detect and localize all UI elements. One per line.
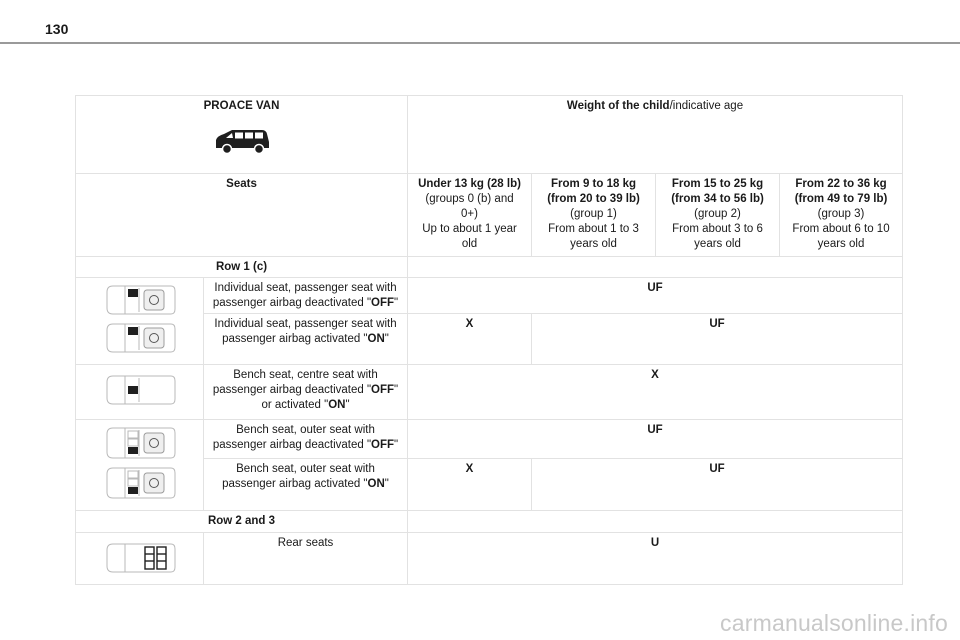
car-top-view-icon: [103, 424, 177, 504]
suitability-value: X: [408, 459, 532, 511]
van-side-icon: [212, 128, 272, 156]
weight-header-cell: [408, 96, 903, 174]
watermark: carmanualsonline.info: [720, 610, 948, 636]
page-number: 130: [45, 21, 69, 37]
seats-label: Seats: [76, 174, 408, 257]
table-row: Bench seat, outer seat with passenger airbag deactivated "OFF" UF: [76, 420, 903, 459]
suitability-value: UF: [532, 459, 903, 511]
table-row: Rear seats U: [76, 533, 903, 585]
row1-label: Row 1 (c): [76, 257, 408, 278]
suitability-value: U: [408, 533, 903, 585]
suitability-value: X: [408, 314, 532, 365]
suitability-value: X: [408, 365, 903, 420]
table-header-row: [76, 96, 903, 174]
table-row: Individual seat, passenger seat with passenger airbag deactivated "OFF" UF: [76, 278, 903, 314]
vehicle-label: PROACE VAN: [203, 100, 280, 112]
row1-header: [76, 257, 903, 278]
suitability-value: UF: [532, 314, 903, 365]
group-cell: From 15 to 25 kg (from 34 to 56 lb) (group 2) From about 3 to 6 years old: [656, 174, 780, 257]
table-row: Bench seat, outer seat with passenger airbag activated "ON" X UF: [76, 459, 903, 511]
group-cell: From 9 to 18 kg (from 20 to 39 lb) (group 1) From about 1 to 3 years old: [532, 174, 656, 257]
car-top-view-icon: [103, 374, 177, 408]
car-top-view-icon: [103, 542, 177, 576]
header-rule: [0, 42, 960, 44]
group-cell: From 22 to 36 kg (from 49 to 79 lb) (group 3) From about 6 to 10 years old: [780, 174, 903, 257]
suitability-value: UF: [408, 278, 903, 314]
child-seat-table: [75, 95, 903, 585]
suitability-value: UF: [408, 420, 903, 459]
car-top-view-icon: [103, 282, 177, 358]
table-row: Bench seat, centre seat with passenger airbag deactivated "OFF" or activated "ON" X: [76, 365, 903, 420]
groups-row: [76, 174, 903, 257]
weight-header-rest: /indicative age: [669, 100, 744, 112]
row2-header: [76, 511, 903, 533]
table-row: Individual seat, passenger seat with passenger airbag activated "ON" X UF: [76, 314, 903, 365]
group-cell: Under 13 kg (28 lb) (groups 0 (b) and 0+) Up to about 1 year old: [408, 174, 532, 257]
row2-label: Row 2 and 3: [76, 511, 408, 533]
vehicle-cell: [76, 96, 408, 174]
weight-header-bold: Weight of the child: [566, 100, 670, 112]
